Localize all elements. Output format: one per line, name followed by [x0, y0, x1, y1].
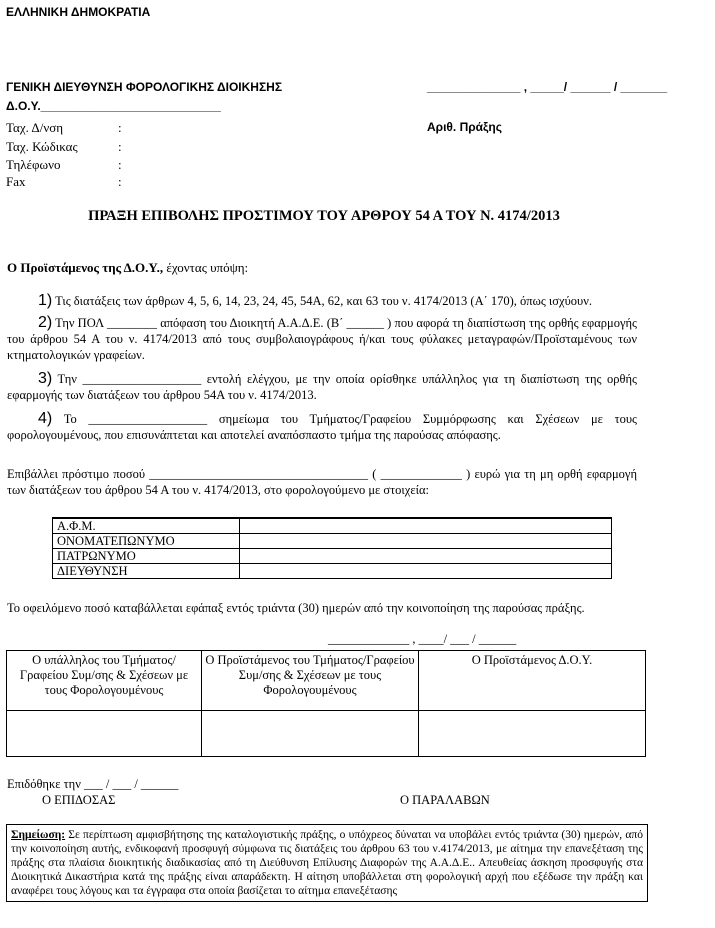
item-text: Την ΠΟΛ ________ απόφαση του Διοικητή Α.Α.Δ.Ε. (Β΄ ______ ) που αφορά τη διαπίστωση της ορθής εφαρμογής του άρθρου 54 Α του ν. 4174/2013 από τους συμβολαιογράφους ή/και τους φύλακες μεταγραφών/Προϊσταμένους των κτηματολογικών γραφείων.	[7, 316, 637, 362]
item-text: Την ___________________ εντολή ελέγχου, με την οποία ορίσθηκε υπάλληλος για τη διαπίστωση της ορθής εφαρμογής των διατάξεων του άρθρου 54Α του ν. 4174/2013.	[7, 372, 637, 402]
item-number: 4)	[38, 410, 53, 427]
list-item	[7, 371, 637, 403]
item-number: 1)	[38, 292, 53, 309]
intro-rest: έχοντας υπόψη:	[163, 260, 249, 275]
taxpayer-field-value	[240, 534, 612, 549]
receiver-label: Ο ΠΑΡΑΛΑΒΩΝ	[400, 793, 490, 807]
signature-header: Ο Προϊστάμενος του Τμήματος/Γραφείου Συμ/σης & Σχέσεων με τους Φορολογουμένους	[202, 651, 419, 711]
table-row	[53, 549, 612, 564]
payment-paragraph: Το οφειλόμενο ποσό καταβάλλεται εφάπαξ εντός τριάντα (30) ημερών από την κοινοποίηση της παρούσας πράξης.	[7, 601, 585, 615]
taxpayer-field-label: Α.Φ.Μ.	[53, 518, 240, 534]
note-text: Σε περίπτωση αμφισβήτησης της καταλογιστικής πράξης, ο υπόχρεος δύναται να υποβάλει εντός τριάντα (30) ημερών, από την κοινοποίηση αυτής, ενδικοφανή προσφυγή σύμφωνα τις διατάξεις του άρθρου 63 του ν.4174/2013, με αίτημα την επανεξέταση της πράξης στα πλαίσια διοικητικής διαδικασίας από τη Διεύθυνση Επίλυσης Διαφορών της Α.Α.Δ.Ε.. Απευθείας άσκηση προσφυγής στα Διοικητικά Δικαστήρια κατά της πράξης είναι απαράδεκτη. Η αίτηση υποβάλλεται στη φορολογική αρχή που εξέδωσε την πράξη και αναφέρει τους λόγους και τα έγγραφα στα οποία βασίζεται το αίτημα επανεξέτασης	[11, 829, 643, 897]
contact-sep: :	[118, 174, 122, 189]
item-number: 2)	[38, 314, 53, 331]
delivery-line: Επιδόθηκε την ___ / ___ / ______	[7, 777, 179, 791]
list-item	[7, 293, 637, 309]
note-box	[6, 824, 648, 902]
list-item	[7, 411, 637, 443]
contact-label-postcode: Ταχ. Κώδικας	[6, 139, 78, 154]
contact-label-address: Ταχ. Δ/νση	[6, 120, 64, 135]
item-text: Το ___________________ σημείωμα του Τμήματος/Γραφείου Συμμόρφωσης και Σχέσεων με τους φορολογουμένους, που επισυνάπτεται και αποτελεί αναπόσπαστο τμήμα της παρούσας απόφασης.	[7, 412, 637, 442]
taxpayer-field-label: ΔΙΕΥΘΥΝΣΗ	[53, 564, 240, 579]
contact-label-phone: Τηλέφωνο	[6, 157, 61, 172]
document-title: ΠΡΑΞΗ ΕΠΙΒΟΛΗΣ ΠΡΟΣΤΙΜΟΥ ΤΟΥ ΑΡΘΡΟΥ 54 Α ΤΟΥ Ν. 4174/2013	[88, 208, 560, 224]
signature-header: Ο Προϊστάμενος Δ.Ο.Υ.	[419, 651, 646, 711]
signature-cell	[7, 711, 202, 757]
table-row	[53, 564, 612, 579]
date-line: ______________ , _____/ ______ / _______	[427, 80, 668, 94]
taxpayer-field-value	[240, 518, 612, 534]
item-number: 3)	[38, 370, 53, 387]
taxpayer-field-value	[240, 564, 612, 579]
signature-cell	[419, 711, 646, 757]
directorate-heading: ΓΕΝΙΚΗ ΔΙΕΥΘΥΝΣΗ ΦΟΡΟΛΟΓΙΚΗΣ ΔΙΟΙΚΗΣΗΣ	[6, 80, 283, 94]
table-row	[53, 518, 612, 534]
doy-field: Δ.Ο.Υ.___________________________	[6, 99, 221, 113]
deliverer-label: Ο ΕΠΙΔΟΣΑΣ	[42, 793, 116, 807]
contact-sep: :	[118, 139, 122, 154]
republic-heading: ΕΛΛΗΝΙΚΗ ΔΗΜΟΚΡΑΤΙΑ	[6, 5, 151, 19]
signature-header: Ο υπάλληλος του Τμήματος/Γραφείου Συμ/σης & Σχέσεων με τους Φορολογουμένους	[7, 651, 202, 711]
contact-sep: :	[118, 157, 122, 172]
contact-label-fax: Fax	[6, 174, 26, 189]
signature-cell	[202, 711, 419, 757]
act-number-label: Αριθ. Πράξης	[427, 120, 502, 134]
intro-bold: Ο Προϊστάμενος της Δ.Ο.Υ.,	[7, 260, 164, 275]
table-row	[53, 534, 612, 549]
taxpayer-field-value	[240, 549, 612, 564]
table-row	[7, 711, 646, 757]
note-label: Σημείωση:	[11, 829, 66, 841]
table-row	[7, 651, 646, 711]
signature-date-line: _____________ , ____/ ___ / ______	[328, 632, 517, 646]
taxpayer-table	[52, 517, 612, 579]
taxpayer-field-label: ΟΝΟΜΑΤΕΠΩΝΥΜΟ	[53, 534, 240, 549]
taxpayer-field-label: ΠΑΤΡΩΝΥΜΟ	[53, 549, 240, 564]
signature-table	[6, 650, 646, 757]
contact-sep: :	[118, 120, 122, 135]
list-item	[7, 315, 637, 363]
intro-line	[7, 260, 248, 276]
item-text: Τις διατάξεις των άρθρων 4, 5, 6, 14, 23, 24, 45, 54Α, 62, και 63 του ν. 4174/2013 (Α΄ 170), όπως ισχύουν.	[52, 294, 592, 308]
fine-paragraph: Επιβάλλει πρόστιμο ποσού ___________________________________ ( _____________ ) ευρώ για τη μη ορθή εφαρμογή των διατάξεων του άρθρου 54 Α του ν. 4174/2013, στο φορολογούμενο με στοιχεία:	[7, 467, 637, 497]
